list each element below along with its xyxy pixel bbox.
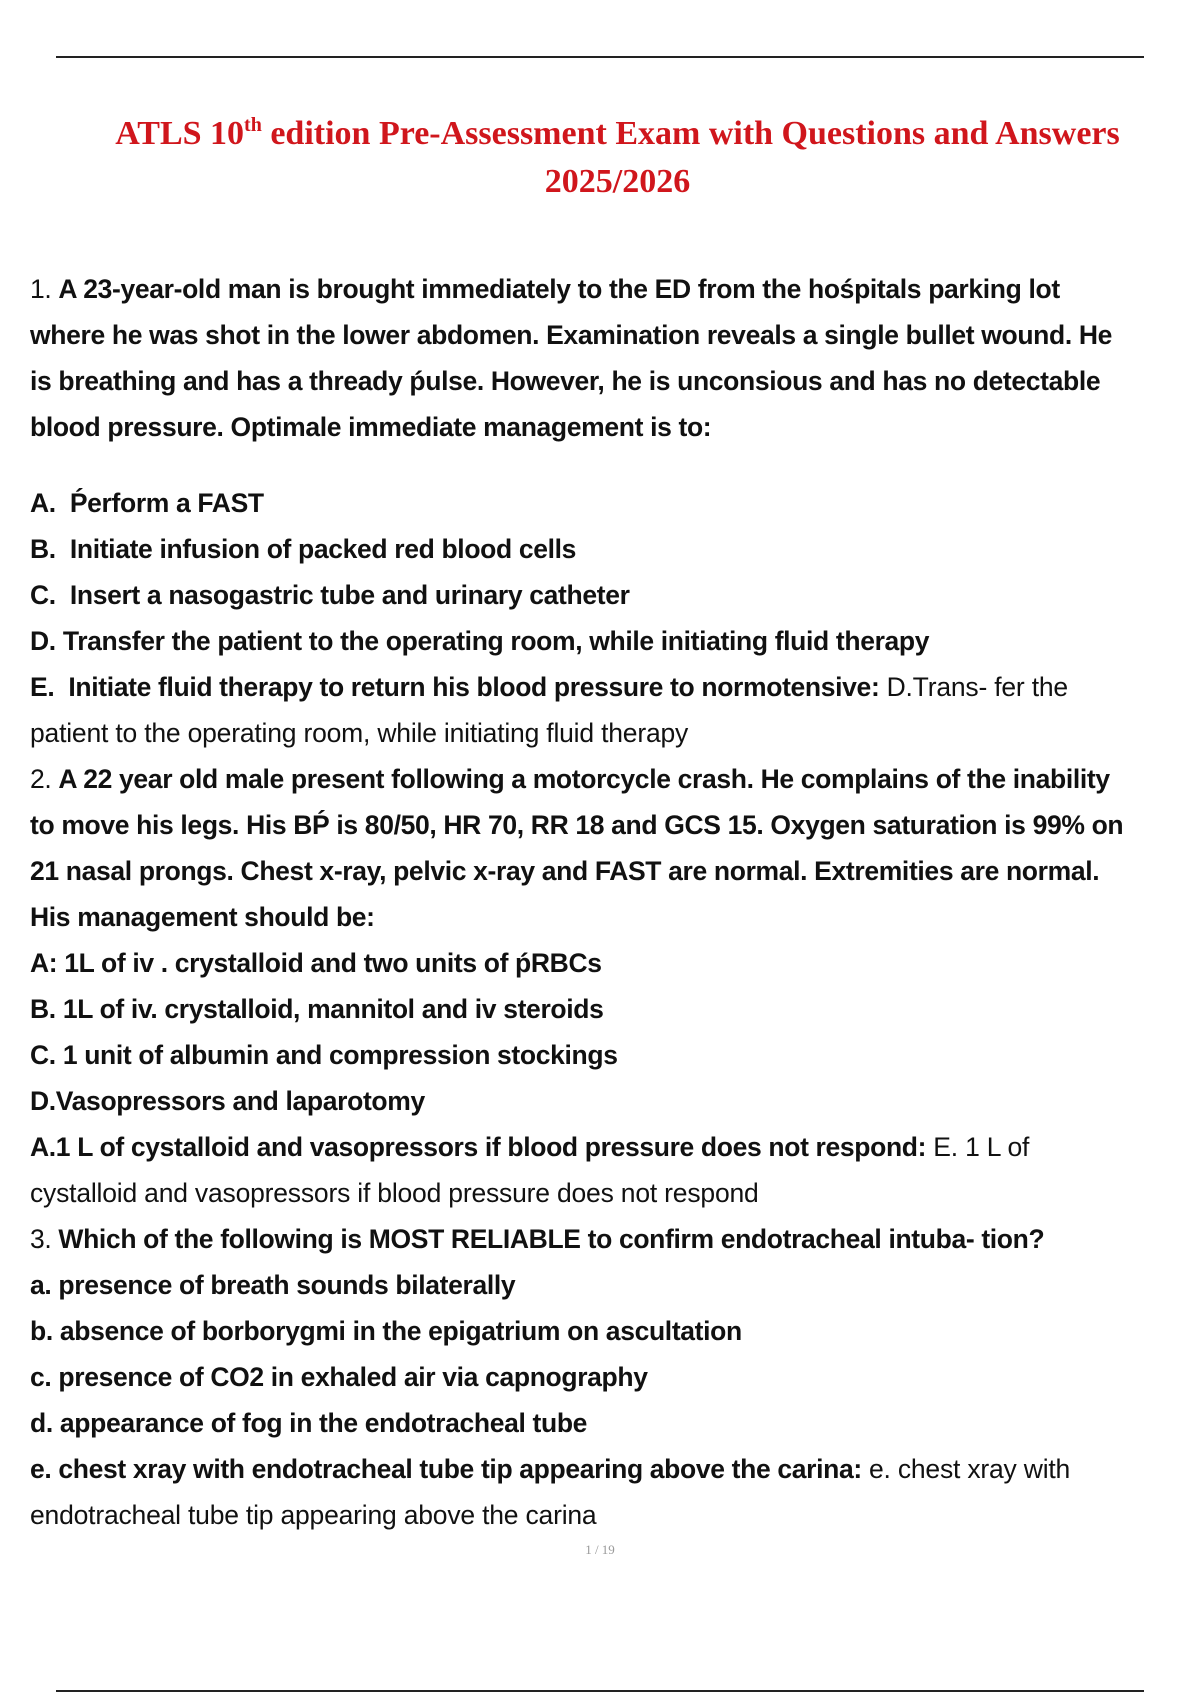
option-q3-b bbox=[30, 1308, 1190, 1354]
answer-q3-continued: endotracheal tube tip appearing above the carina bbox=[30, 1500, 597, 1530]
option-text: A.1 L of cystalloid and vasopressors if blood pressure does not respond: bbox=[30, 1132, 927, 1162]
option-label: c. bbox=[30, 1362, 52, 1392]
option-label: d. bbox=[30, 1408, 53, 1438]
spacer bbox=[30, 450, 1190, 480]
option-q2-c: C. 1 unit of albumin and compression stockings bbox=[30, 1040, 618, 1070]
question-1-line-2: where he was shot in the lower abdomen. Examination reveals a single bullet wound. He bbox=[30, 320, 1113, 350]
question-2-line-1 bbox=[30, 756, 1190, 802]
option-text: absence of borborygmi in the epigatrium on ascultation bbox=[59, 1316, 742, 1346]
option-label: b. bbox=[30, 1316, 53, 1346]
option-q2-d: D.Vasopressors and laparotomy bbox=[30, 1086, 425, 1116]
option-q3-a bbox=[30, 1262, 1190, 1308]
question-number: 1. bbox=[30, 274, 59, 304]
option-q1-d bbox=[30, 618, 1190, 664]
option-q1-b bbox=[30, 526, 1190, 572]
question-text: A 22 year old male present following a motorcycle crash. He complains of the inability bbox=[58, 764, 1110, 794]
answer-q1-continued: patient to the operating room, while initiating fluid therapy bbox=[30, 718, 689, 748]
option-text: appearance of fog in the endotracheal tube bbox=[59, 1408, 588, 1438]
question-2-line-3: 21 nasal prongs. Chest x-ray, pelvic x-ray and FAST are normal. Extremities are normal. bbox=[30, 856, 1100, 886]
title-superscript: th bbox=[244, 114, 262, 136]
option-text: Initiate infusion of packed red blood cells bbox=[69, 534, 577, 564]
option-text: presence of breath sounds bilaterally bbox=[58, 1270, 516, 1300]
question-1-line-1 bbox=[30, 266, 1190, 312]
option-label: a. bbox=[30, 1270, 52, 1300]
question-2-line-2: to move his legs. His BṔ is 80/50, HR 70, RR 18 and GCS 15. Oxygen saturation is 99% on bbox=[30, 810, 1124, 840]
option-text: Ṕerform a FAST bbox=[69, 488, 264, 518]
option-q2-b: B. 1L of iv. crystalloid, mannitol and iv steroids bbox=[30, 994, 604, 1024]
question-1-line-3: is breathing and has a thready ṕulse. However, he is unconsious and has no detectable bbox=[30, 366, 1101, 396]
title-text: ATLS 10 bbox=[115, 115, 245, 152]
option-label: e. bbox=[30, 1454, 52, 1484]
question-text: Which of the following is MOST RELIABLE to confirm endotracheal intuba- tion? bbox=[58, 1224, 1045, 1254]
option-label: D. bbox=[30, 626, 56, 656]
option-text: chest xray with endotracheal tube tip appearing above the carina: bbox=[58, 1454, 862, 1484]
header-rule bbox=[56, 56, 1144, 58]
option-q3-d bbox=[30, 1400, 1190, 1446]
option-text: Transfer the patient to the operating room, while initiating fluid therapy bbox=[62, 626, 930, 656]
option-label: A. bbox=[30, 488, 56, 518]
option-label: B. bbox=[30, 534, 56, 564]
option-q2-a: A: 1L of iv . crystalloid and two units of ṕRBCs bbox=[30, 948, 602, 978]
question-number: 3. bbox=[30, 1224, 59, 1254]
answer-q2-continued: cystalloid and vasopressors if blood pressure does not respond bbox=[30, 1178, 759, 1208]
option-q3-e bbox=[30, 1446, 1190, 1492]
answer-text: D.Trans- fer the bbox=[879, 672, 1068, 702]
title-line-1 bbox=[40, 110, 1195, 158]
question-1-line-4: blood pressure. Optimale immediate management is to: bbox=[30, 412, 712, 442]
option-q3-c bbox=[30, 1354, 1190, 1400]
question-3-line-1 bbox=[30, 1216, 1190, 1262]
option-text: presence of CO2 in exhaled air via capnography bbox=[58, 1362, 648, 1392]
document-title bbox=[40, 110, 1195, 206]
question-2-line-4: His management should be: bbox=[30, 902, 375, 932]
option-q1-e bbox=[30, 664, 1190, 710]
option-label: E. bbox=[30, 672, 55, 702]
option-q1-a bbox=[30, 480, 1190, 526]
footer-rule bbox=[56, 1690, 1144, 1692]
title-text-rest: edition Pre-Assessment Exam with Questions and Answers bbox=[261, 115, 1120, 152]
option-text: Insert a nasogastric tube and urinary catheter bbox=[69, 580, 630, 610]
option-q1-c bbox=[30, 572, 1190, 618]
question-number: 2. bbox=[30, 764, 59, 794]
question-text: A 23-year-old man is brought immediately to the ED from the hośpitals parking lot bbox=[58, 274, 1060, 304]
option-label: C. bbox=[30, 580, 56, 610]
option-text: Initiate fluid therapy to return his blood pressure to normotensive: bbox=[68, 672, 880, 702]
option-q2-e bbox=[30, 1124, 1190, 1170]
page-number: 1 / 19 bbox=[585, 1542, 615, 1557]
document-body bbox=[30, 266, 1190, 1538]
answer-text: E. 1 L of bbox=[926, 1132, 1030, 1162]
title-line-2: 2025/2026 bbox=[544, 163, 691, 200]
answer-text: e. chest xray with bbox=[861, 1454, 1071, 1484]
